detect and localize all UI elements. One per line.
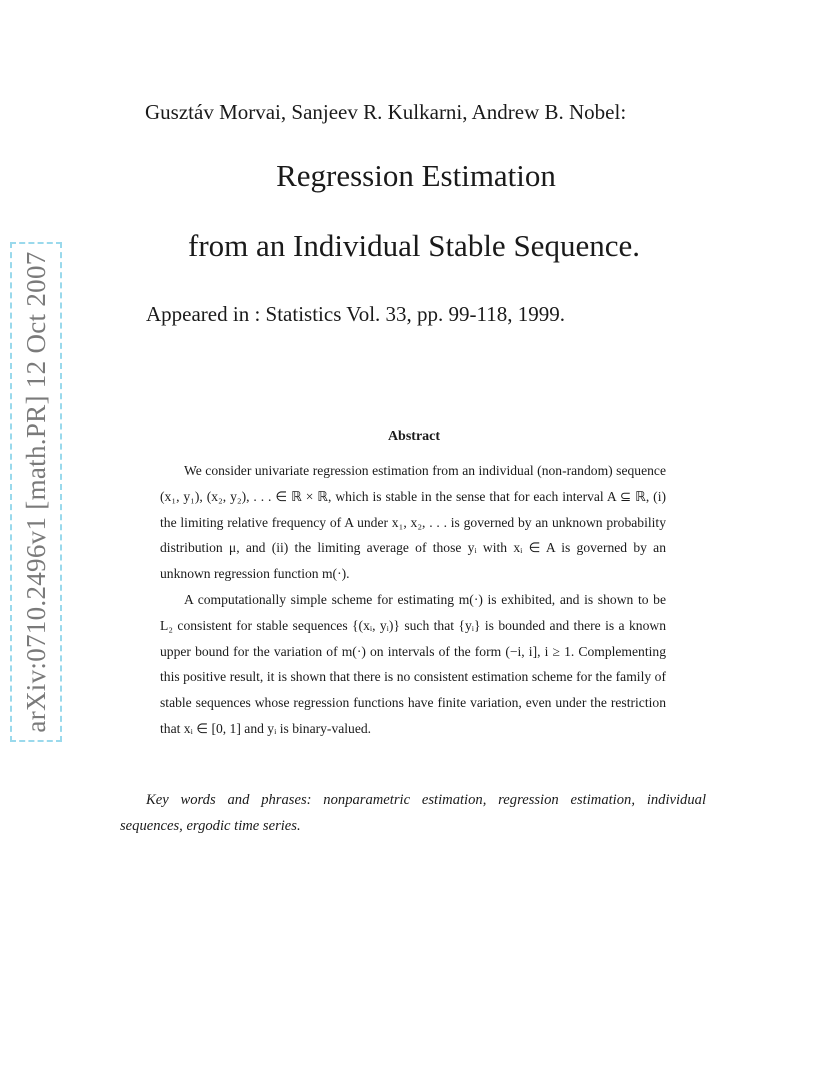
publication-note: Appeared in : Statistics Vol. 33, pp. 99-118, 1999. bbox=[146, 302, 566, 326]
paper-title-line-2: from an Individual Stable Sequence. bbox=[188, 228, 640, 263]
abstract-heading: Abstract bbox=[387, 429, 441, 444]
author-list: Gusztáv Morvai, Sanjeev R. Kulkarni, Andrew B. Nobel: bbox=[145, 100, 627, 124]
arxiv-identifier-text: arXiv:0710.2496v1 [math.PR] 12 Oct 2007 bbox=[20, 251, 51, 733]
abstract-body bbox=[160, 458, 666, 742]
abstract-paragraph-1: We consider univariate regression estimation from an individual (non-random) sequence (x₁, y₁), (x₂, y₂), . . . ∈ ℝ × ℝ, which is stable in the sense that for each interval A ⊆ ℝ, (i) the limiting relative frequency of A under x₁, x₂, . . . is governed by an unknown probability distribution μ, and (ii) the limiting average of those yᵢ with xᵢ ∈ A is governed by an unknown regression function m(·). bbox=[160, 463, 666, 582]
paper-title-line-1: Regression Estimation bbox=[276, 158, 556, 193]
abstract-paragraph-2: A computationally simple scheme for estimating m(·) is exhibited, and is shown to be L₂ consistent for stable sequences {(xᵢ, yᵢ)} such that {yᵢ} is bounded and there is a known upper bound for the variation of m(·) on intervals of the form (−i, i], i ≥ 1. Complementing this positive result, it is shown that there is no consistent estimation scheme for the family of stable sequences whose regression functions have finite variation, even under the restriction that xᵢ ∈ [0, 1] and yᵢ is binary-valued. bbox=[160, 591, 666, 736]
keywords-paragraph: Key words and phrases: nonparametric estimation, regression estimation, individual sequences, ergodic time series. bbox=[120, 792, 706, 834]
arxiv-identifier-stamp bbox=[10, 242, 62, 742]
